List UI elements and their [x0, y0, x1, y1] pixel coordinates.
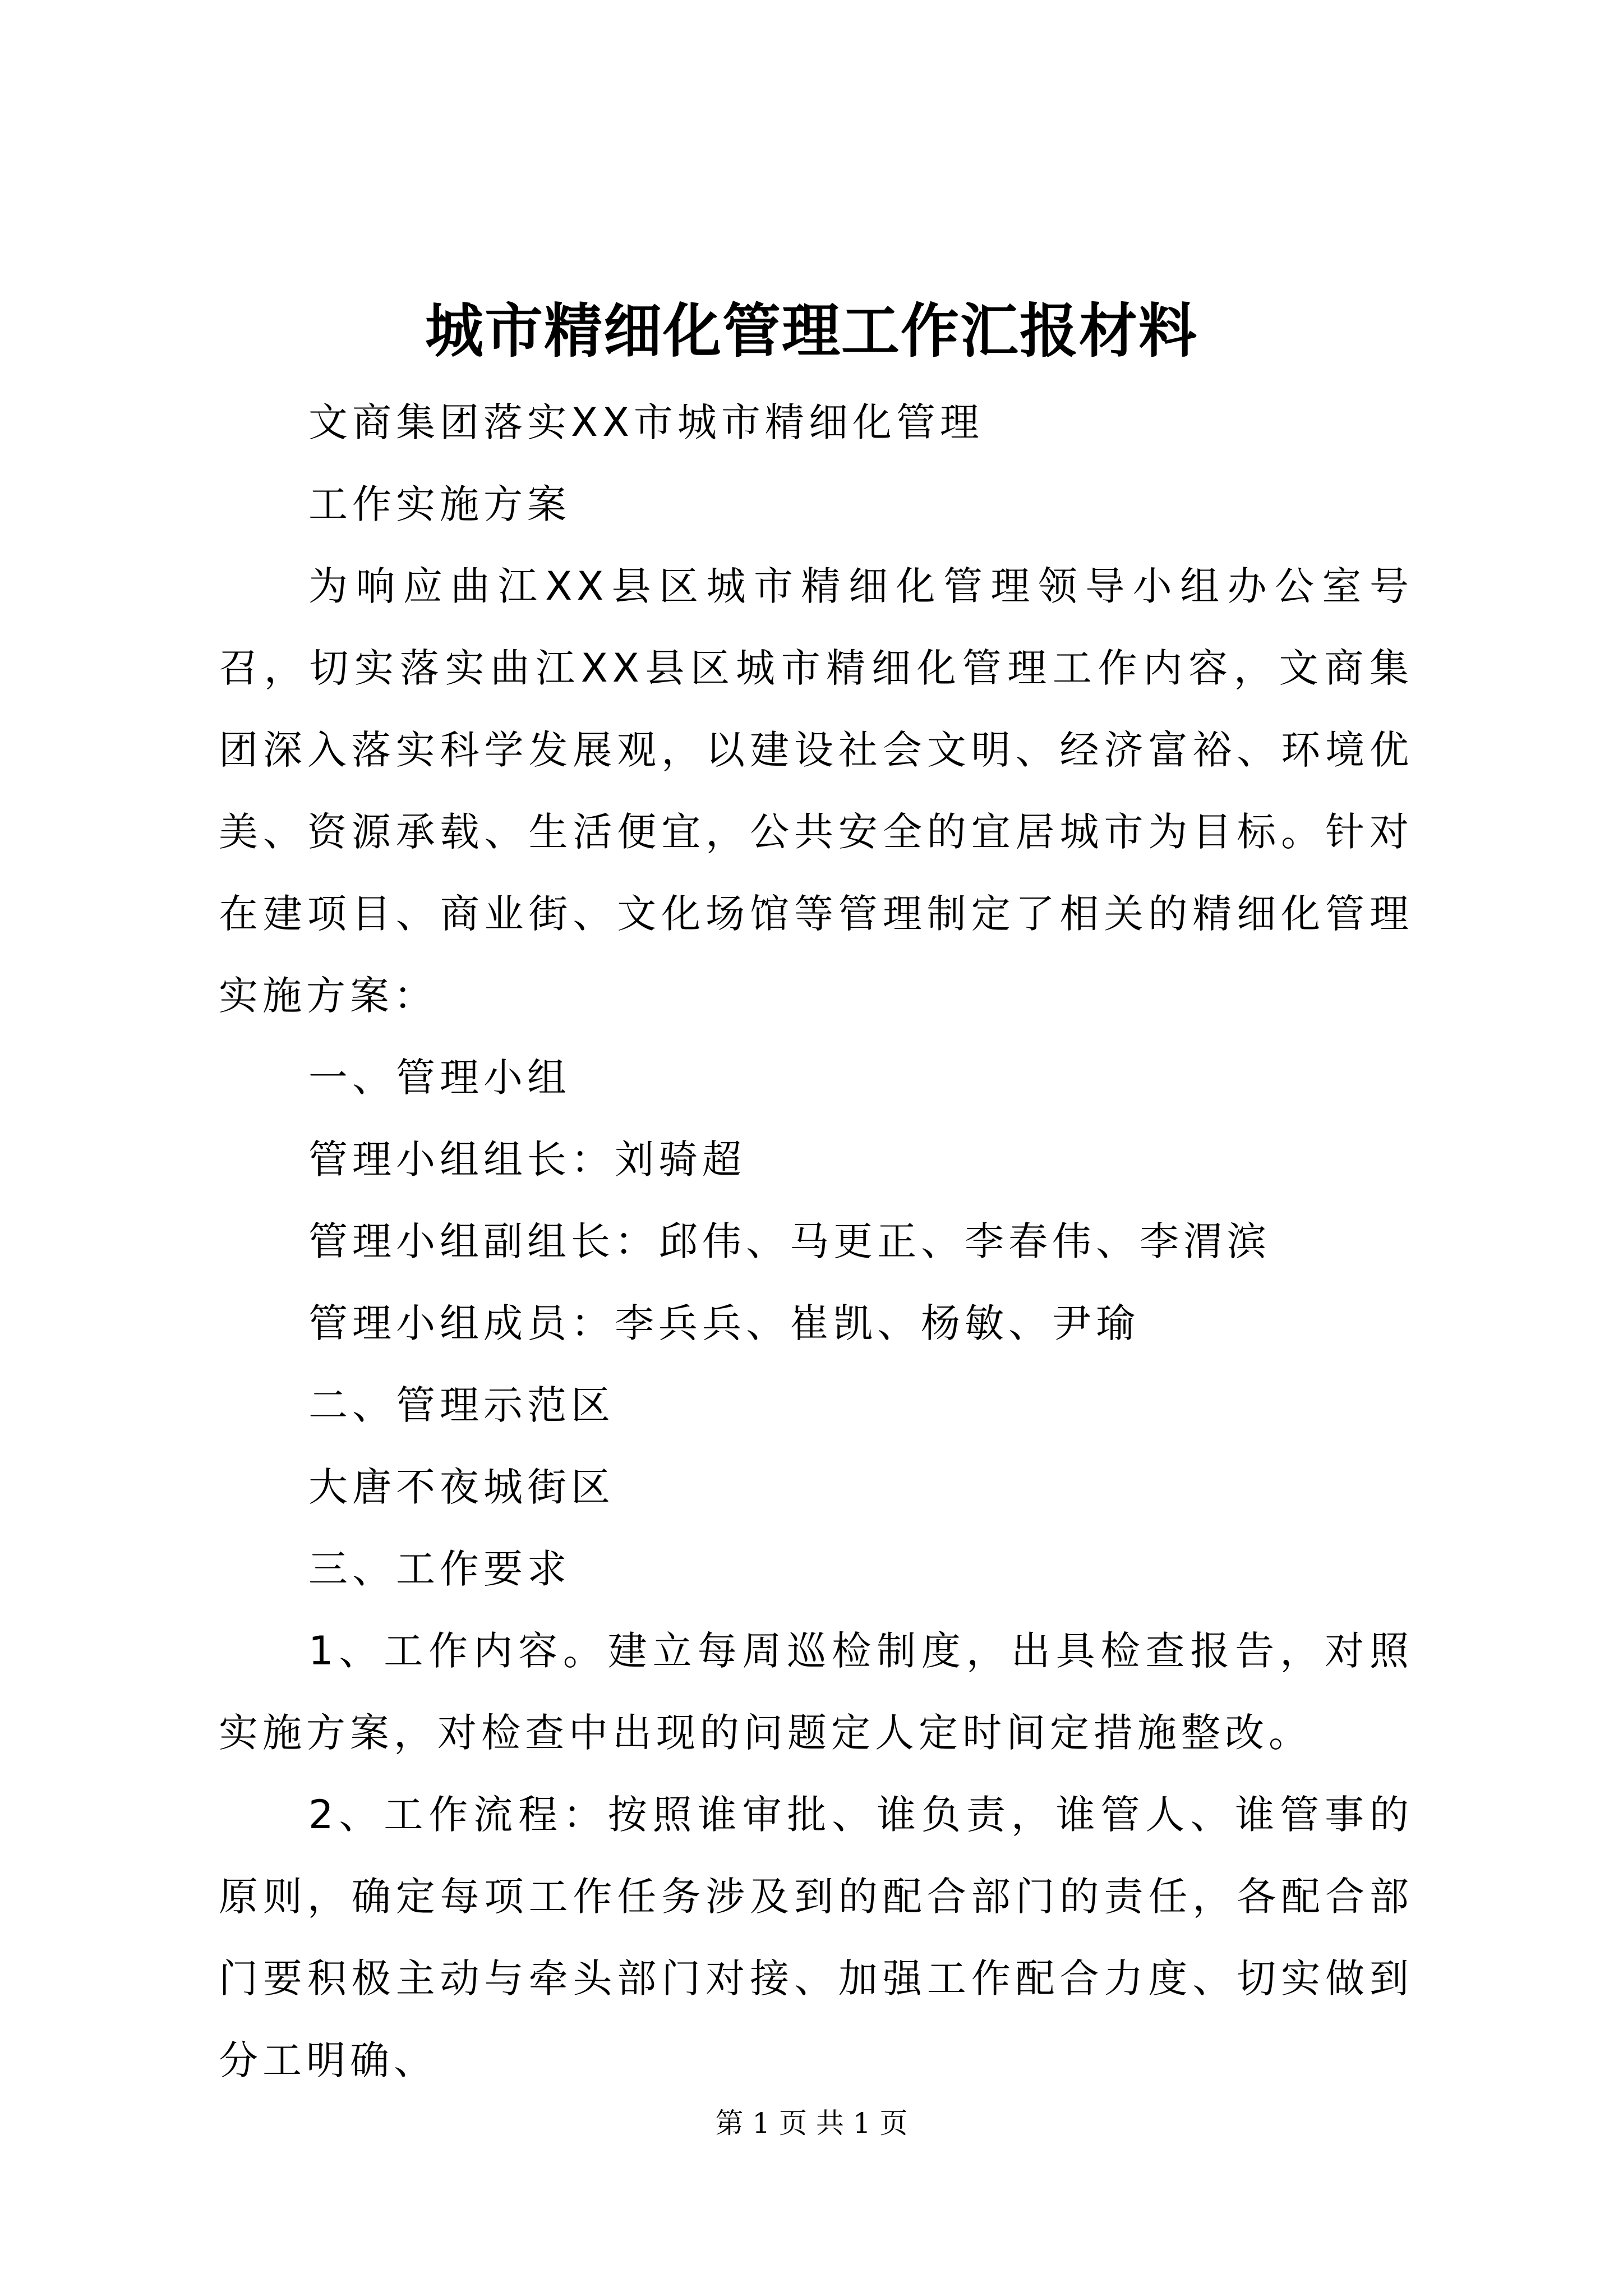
paragraph-subtitle-2: 工作实施方案 [308, 481, 571, 527]
section-heading-management-group: 一、管理小组 [308, 1055, 571, 1101]
paragraph-work-process: 2、工作流程：按照谁审批、谁负责，谁管人、谁管事的原则，确定每项工作任务涉及到的配合部门的责任，各配合部门要积极主动与牵头部门对接、加强工作配合力度、切实做到分工明确、 [219, 1792, 1413, 2083]
document-title: 城市精细化管理工作汇报材料 [425, 296, 1198, 365]
section-heading-demo-zone: 二、管理示范区 [308, 1382, 615, 1428]
paragraph-demo-zone: 大唐不夜城街区 [308, 1464, 615, 1510]
paragraph-work-content: 1、工作内容。建立每周巡检制度，出具检查报告，对照实施方案，对检查中出现的问题定人定时间定措施整改。 [219, 1628, 1413, 1756]
paragraph-intro: 为响应曲江XX县区城市精细化管理领导小组办公室号召，切实落实曲江XX县区城市精细化管理工作内容，文商集团深入落实科学发展观，以建设社会文明、经济富裕、环境优美、资源承载、生活便宜，公共安全的宜居城市为目标。针对在建项目、商业街、文化场馆等管理制定了相关的精细化管理实施方案： [219, 563, 1413, 1019]
paragraph-deputy-leaders: 管理小组副组长：邱伟、马更正、李春伟、李渭滨 [308, 1218, 1271, 1264]
section-heading-requirements: 三、工作要求 [308, 1546, 571, 1592]
paragraph-group-leader: 管理小组组长：刘骑超 [308, 1137, 746, 1182]
paragraph-group-members: 管理小组成员：李兵兵、崔凯、杨敏、尹瑜 [308, 1300, 1140, 1346]
page-footer: 第 1 页 共 1 页 [715, 2107, 908, 2139]
paragraph-subtitle-1: 文商集团落实XX市城市精细化管理 [308, 399, 984, 445]
document-body [219, 381, 1413, 2101]
